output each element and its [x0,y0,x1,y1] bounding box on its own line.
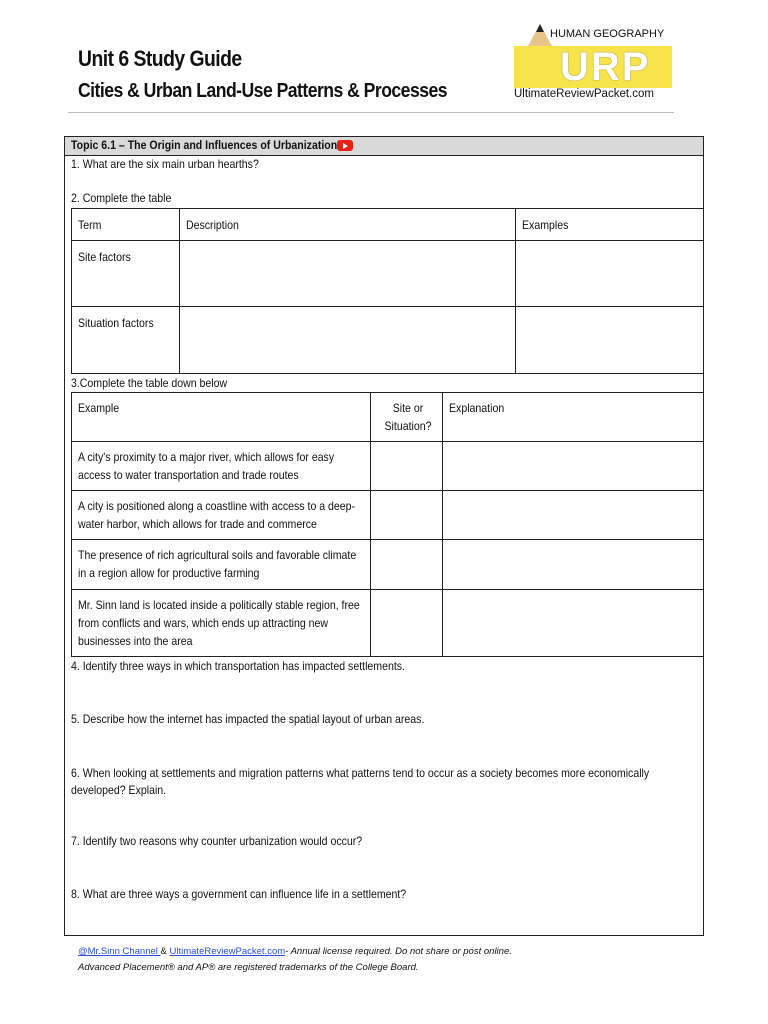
footer-trademark: Advanced Placement® and AP® are registered trademarks of the College Board. [78,962,419,973]
logo-top-text: HUMAN GEOGRAPHY [550,28,665,40]
table-row [71,539,371,590]
example-text: A city is positioned along a coastline with access to a deep-water harbor, which allows for trade and commerce [78,499,356,531]
answer-cell[interactable] [370,441,443,491]
example-text: A city's proximity to a major river, which allows for easy access to water transportation and trade routes [78,450,335,482]
answer-cell[interactable] [370,490,443,540]
answer-cell[interactable] [442,589,704,657]
footer-license [78,946,512,957]
row-term-site: Site factors [78,250,131,264]
table-row [71,490,371,540]
table-header-cell [515,208,704,241]
table-header-cell [370,392,443,442]
site-link[interactable]: UltimateReviewPacket.com [169,946,286,957]
logo-url: UltimateReviewPacket.com [514,88,654,100]
footer-amp: & [160,946,170,957]
logo-letters: URP [560,45,651,89]
question-2: 2. Complete the table [71,191,172,205]
channel-link[interactable]: @Mr.Sinn Channel [78,946,161,957]
example-text: The presence of rich agricultural soils and favorable climate in a region allow for productive farming [78,548,357,580]
table-header-explanation: Explanation [449,401,505,415]
question-7: 7. Identify two reasons why counter urbanization would occur? [71,834,363,848]
answer-cell[interactable] [515,306,704,374]
table-header-cell [71,392,371,442]
answer-cell[interactable] [442,539,704,590]
table-row [71,306,180,374]
table-header-examples: Examples [522,218,569,232]
answer-cell[interactable] [515,240,704,307]
table-row [71,589,371,657]
header-divider [68,112,674,113]
answer-cell[interactable] [442,441,704,491]
topic-title: Topic 6.1 – The Origin and Influences of Urbanization [71,138,338,152]
table-header-cell [179,208,516,241]
row-term-situation: Situation factors [78,316,154,330]
table-header-cell [442,392,704,442]
license-text: - Annual license required. Do not share or post online. [285,946,512,957]
study-guide-box [64,136,704,936]
answer-cell[interactable] [370,539,443,590]
example-text: Mr. Sinn land is located inside a politically stable region, free from conflicts and wars, which ends up attracting new businesses into the area [78,598,360,648]
topic-header [65,137,703,156]
question-6: 6. When looking at settlements and migration patterns what patterns tend to occur as a society becomes more economically developed? Explain. [71,766,650,797]
table-header-example: Example [78,401,120,415]
page-title: Unit 6 Study Guide [78,46,242,71]
question-3: 3.Complete the table down below [71,376,228,390]
table-row [71,240,180,307]
question-1: 1. What are the six main urban hearths? [71,157,259,171]
table-header-description: Description [186,218,239,232]
answer-cell[interactable] [179,240,516,307]
question-8: 8. What are three ways a government can influence life in a settlement? [71,887,407,901]
answer-cell[interactable] [442,490,704,540]
table-row [71,441,371,491]
table-header-cell [71,208,180,241]
question-4: 4. Identify three ways in which transportation has impacted settlements. [71,659,405,673]
answer-cell[interactable] [370,589,443,657]
page-subtitle: Cities & Urban Land-Use Patterns & Processes [78,80,447,102]
table-header-term: Term [78,218,102,232]
question-5: 5. Describe how the internet has impacted the spatial layout of urban areas. [71,712,425,726]
urp-logo [510,22,674,106]
youtube-icon[interactable] [337,140,353,151]
table-header-site-or-situation: Site or Situation? [384,401,432,433]
answer-cell[interactable] [179,306,516,374]
